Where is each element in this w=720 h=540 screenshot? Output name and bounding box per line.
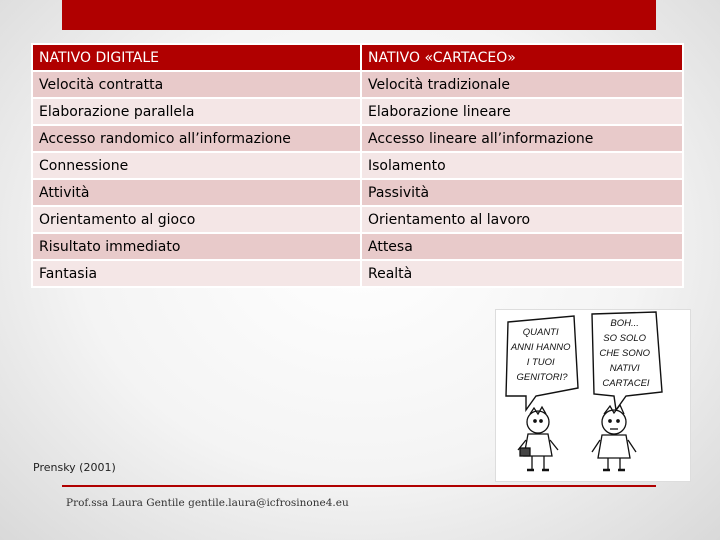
cell-digital: Attività [32,179,361,206]
cell-digital: Connessione [32,152,361,179]
table-row [32,98,683,125]
cell-paper: Velocità tradizionale [361,71,683,98]
cell-digital: Elaborazione parallela [32,98,361,125]
header-cell-digital: NATIVO DIGITALE [32,44,361,71]
right-bubble-line: CHE SONO [599,348,651,359]
header-cell-paper: NATIVO «CARTACEO» [361,44,683,71]
table-row [32,152,683,179]
right-bubble-line: NATIVI [609,363,640,374]
left-bubble-line: I TUOI [526,357,555,368]
cell-paper: Isolamento [361,152,683,179]
table-row [32,179,683,206]
cell-paper: Orientamento al lavoro [361,206,683,233]
cell-digital: Accesso randomico all’informazione [32,125,361,152]
cell-paper: Accesso lineare all’informazione [361,125,683,152]
cell-paper: Realtà [361,260,683,287]
left-bubble-line: GENITORI? [516,372,568,383]
cell-paper: Elaborazione lineare [361,98,683,125]
left-bubble-line: ANNI HANNO [510,342,571,353]
cartoon-image [495,309,691,482]
child-figure-right [592,405,636,470]
table-row [32,71,683,98]
cell-digital: Risultato immediato [32,233,361,260]
table-row [32,260,683,287]
cell-paper: Passività [361,179,683,206]
left-bubble-line: QUANTI [522,327,559,338]
footer-divider [62,485,656,487]
table-row [32,125,683,152]
right-bubble-line: CARTACEI [602,378,650,389]
title-bar [62,0,656,30]
right-bubble-line: SO SOLO [603,333,647,344]
table-row [32,206,683,233]
citation-text: Prensky (2001) [33,461,116,474]
cell-digital: Velocità contratta [32,71,361,98]
cell-paper: Attesa [361,233,683,260]
footer-author-email: Prof.ssa Laura Gentile gentile.laura@icfrosinone4.eu [66,497,349,509]
table-header-row [32,44,683,71]
right-bubble-line: BOH... [610,318,639,329]
table-row [32,233,683,260]
child-figure-left [518,407,558,470]
cell-digital: Orientamento al gioco [32,206,361,233]
cell-digital: Fantasia [32,260,361,287]
comparison-table [31,43,684,288]
